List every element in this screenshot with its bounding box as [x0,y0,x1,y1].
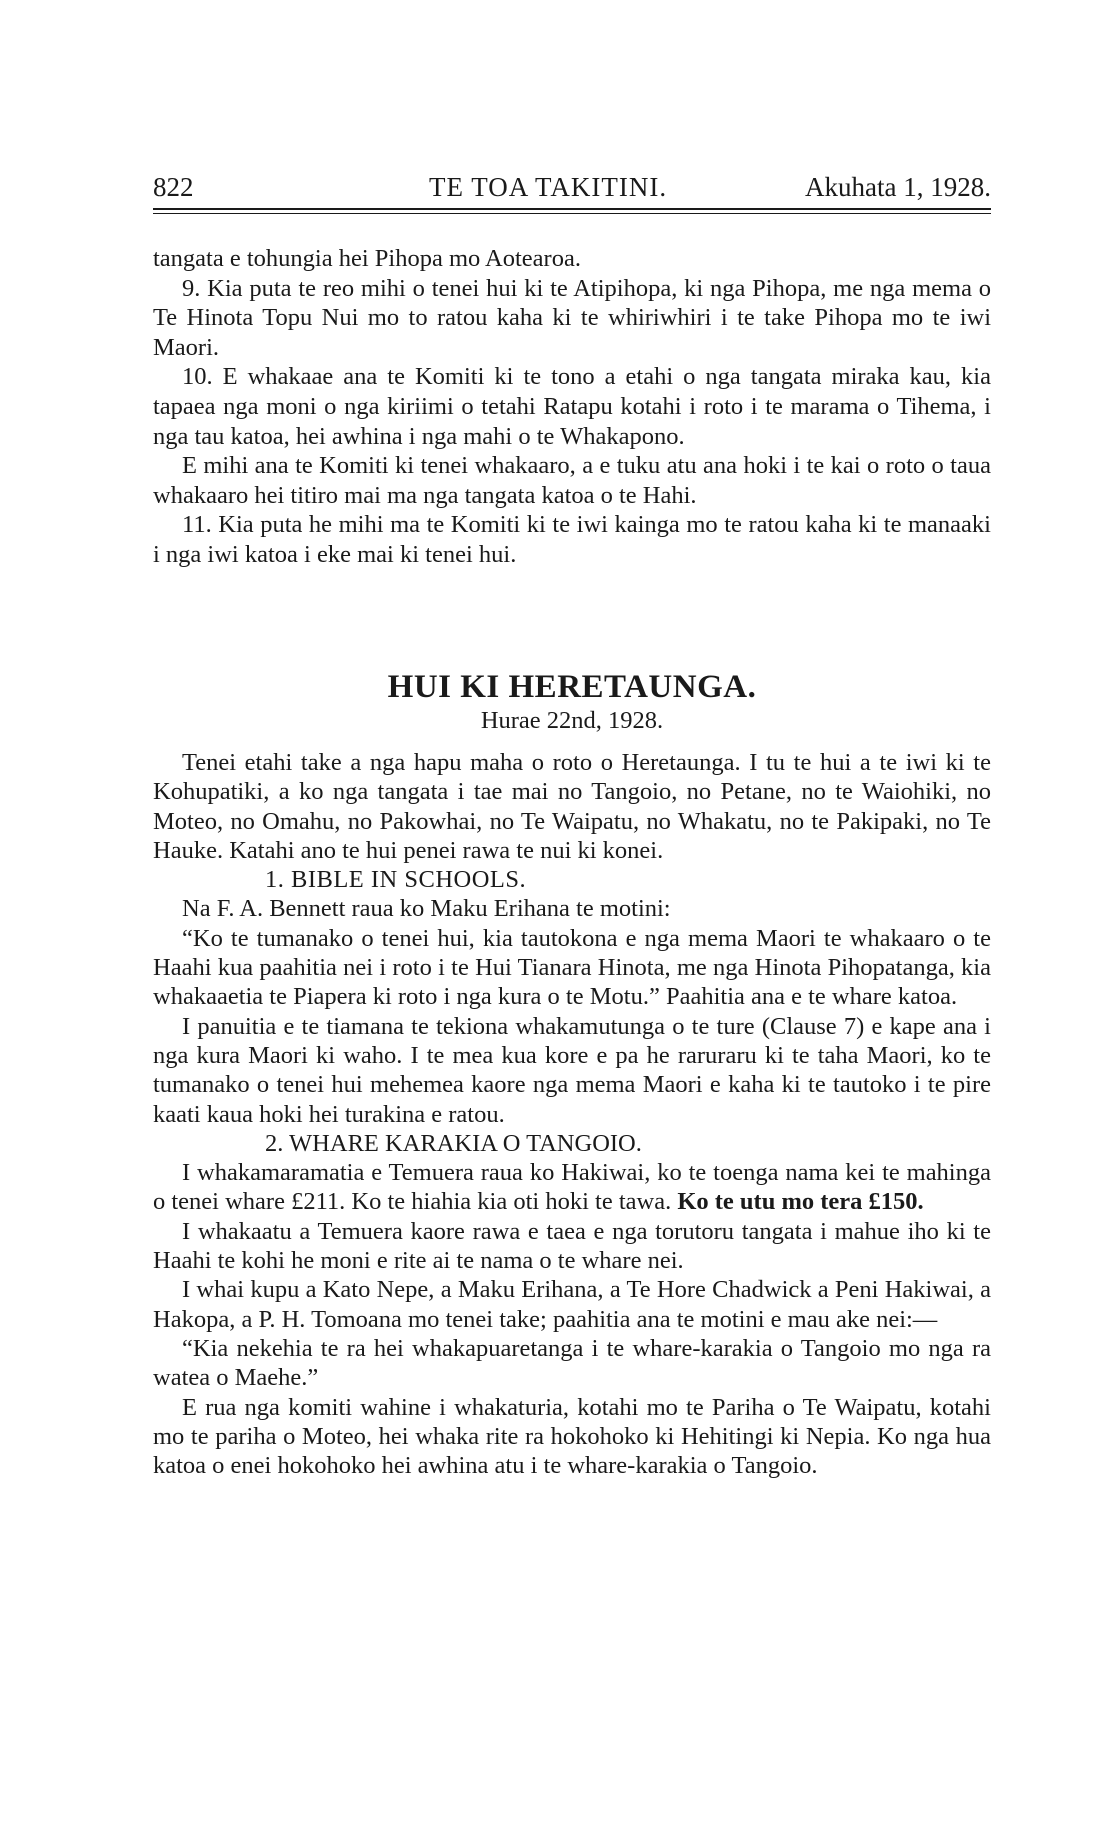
resolution-11: 11. Kia puta he mihi ma te Komiti ki te iwi kainga mo te ratou kaha ki te manaaki i nga iwi katoa i eke mai ki tenei hui. [153,511,991,568]
header-rule-thick [153,208,991,210]
resolution-9: 9. Kia puta te reo mihi o tenei hui ki te Atipihopa, ki nga Pihopa, me nga mema o Te Hinota Topu Nui mo to ratou kaha ki te whiriwhiri i te take Pihopa mo te iwi Maori. [153,274,991,361]
section-2-paragraph-2: I whakaatu a Temuera kaore rawa e taea e nga torutoru tangata i mahue iho ki te Haahi te kohi he moni e rite ai te nama o te whare nei. [153,1217,991,1275]
section-2-title: 2. WHARE KARAKIA O TANGOIO. [265,1129,642,1157]
section-2-cost: Ko te utu mo tera £150. [677,1188,924,1216]
resolution-10-note: E mihi ana te Komiti ki tenei whakaaro, a e tuku atu ana hoki i te kai o roto o taua whakaaro hei titiro mai ma nga tangata katoa o te Hahi. [153,452,991,509]
section-1-motion: Na F. A. Bennett raua ko Maku Erihana te motini: [182,895,671,923]
header-rule-thin [153,213,991,214]
article-body [153,748,991,1480]
article-date: Hurae 22nd, 1928. [480,707,664,734]
section-2-paragraph-1 [153,1158,991,1217]
section-2-paragraph-5: E rua nga komiti wahine i whakaturia, kotahi mo te Pariha o Te Waipatu, kotahi mo te pariha o Moteo, hei whaka rite ra hokohoko ki Hehitingi ki Nepia. Ko nga hua katoa o enei hokohoko hei awhina atu i te whare-karakia o Tangoio. [153,1393,991,1480]
article-heading: HUI KI HERETAUNGA. [387,669,757,705]
section-1-note: I panuitia e te tiamana te tekiona whakamutunga o te ture (Clause 7) e kape ana i nga kura Maori ki waho. I te mea kua kore e pa he raruraru ki te taha Maori, ko te tumanako o tenei hui mehemea kaore nga mema Maori e kaha ki te tautoko i te pire kaati kaua hoki hei turakina e ratou. [153,1012,991,1128]
resolution-10: 10. E whakaae ana te Komiti ki te tono a etahi o nga tangata miraka kau, kia tapaea nga moni o nga kiriimi o tetahi Ratapu kotahi i roto i te marama o Tihema, i nga tau katoa, hei awhina i nga mahi o te Whakapono. [153,363,991,450]
section-1-quote: “Ko te tumanako o tenei hui, kia tautokona e nga mema Maori te whakaaro o te Haahi kua paahitia nei i roto i te Hui Tianara Hinota, me nga Hinota Pihopatanga, kia whakaaetia te Piapera ki roto i nga kura o te Motu.” Paahitia ana e te whare katoa. [153,924,991,1011]
issue-date: Akuhata 1, 1928. [805,172,991,202]
intro-text [153,244,991,570]
section-1-title: 1. BIBLE IN SCHOOLS. [265,866,527,894]
intro-paragraph: tangata e tohungia hei Pihopa mo Aotearoa. [153,245,581,272]
section-2-paragraph-3: I whai kupu a Kato Nepe, a Maku Erihana, a Te Hore Chadwick a Peni Hakiwai, a Hakopa, a P. H. Tomoana mo tenei take; paahitia ana te motini e mau ake nei:— [153,1276,991,1333]
publication-title: TE TOA TAKITINI. [429,172,668,202]
section-2-motion-quote: “Kia nekehia te ra hei whakapuaretanga i te whare-karakia o Tangoio mo nga ra watea o Maehe.” [153,1334,991,1392]
running-header [153,170,991,204]
article-intro: Tenei etahi take a nga hapu maha o roto o Heretaunga. I tu te hui a te iwi ki te Kohupatiki, a ko nga tangata i tae mai no Tangoio, no Petane, no te Waiohiki, no Moteo, no Omahu, no Pakowhai, no Te Waipatu, no Whakatu, no te Pakipaki, no Te Hauke. Katahi ano te hui penei rawa te nui ki konei. [153,749,991,864]
section-2-text: I whakamaramatia e Temuera raua ko Hakiwai, ko te toenga nama kei te mahinga o tenei whare £211. Ko te hiahia kia oti hoki te tawa. [153,1159,991,1216]
page-number: 822 [153,172,194,202]
